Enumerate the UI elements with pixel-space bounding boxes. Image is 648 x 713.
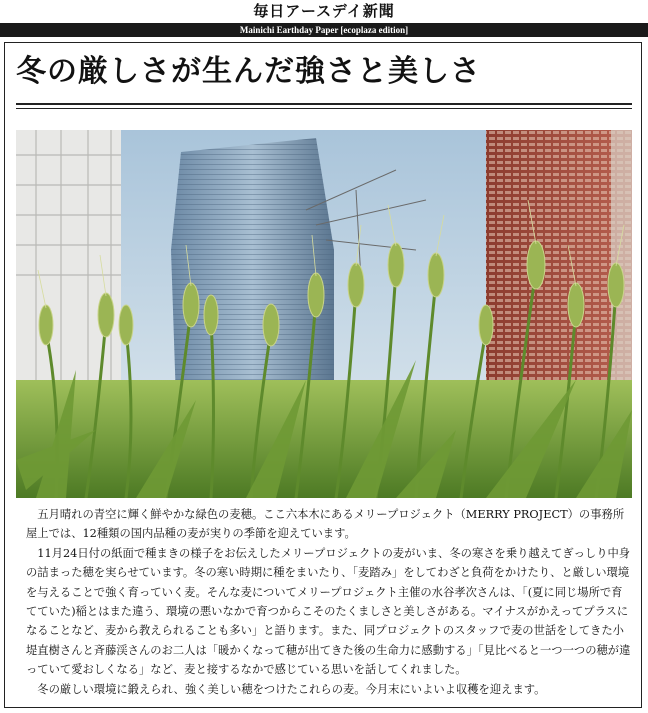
- masthead: [0, 0, 648, 22]
- headline-rule-thin: [16, 108, 632, 109]
- article-paragraph: 冬の厳しい環境に鍛えられ、強く美しい穂をつけたこれらの麦。今月末にいよいよ収穫を迎えます。: [37, 682, 546, 696]
- article-body: [26, 505, 632, 699]
- masthead-title: 毎日アースデイ新聞: [253, 2, 395, 20]
- wheat-field-rooftop-photo: [16, 130, 632, 498]
- article-paragraph: 五月晴れの青空に輝く鮮やかな緑色の麦穂。ここ六本木にあるメリープロジェクト（MERRY PROJECT）の事務所屋上では、12種類の国内品種の麦が実りの季節を迎えています。: [26, 508, 625, 541]
- headline: 冬の厳しさが生んだ強さと美しさ: [16, 54, 481, 89]
- masthead-subtitle: Mainichi Earthday Paper [ecoplaza edition]: [239, 25, 409, 35]
- article-paragraph: 11月24日付の紙面で種まきの様子をお伝えしたメリープロジェクトの麦がいま、冬の寒さを乗り越えてぎっしり中身の詰まった穂を実らせています。冬の寒い時期に種をまいたり、「麦踏み」をしてわざと負荷をかけたり、と厳しい環境を与えることで強く育っていく麦。そんな麦についてメリープロジェクト主催の水谷孝次さんは、「(夏に同じ場所で育てていた)稲とはまた違う、環境の悪いなかで育つからこそのたくましさと美しさがある。マイナスがかえってプラスになることなど、麦から教えられることも多い」と語ります。また、同プロジェクトのスタッフで麦の世話をしてきた小堤直樹さんと斉藤渓さんのお二人は「暖かくなって穂が出てきた後の生命力に感動する」「見比べると一つ一つの穂が違っていて愛おしくなる」など、麦と接するなかで感じている思いを話してくれました。: [26, 546, 631, 677]
- masthead-subtitle-bar: [0, 23, 648, 37]
- headline-rule-thick: [16, 103, 632, 105]
